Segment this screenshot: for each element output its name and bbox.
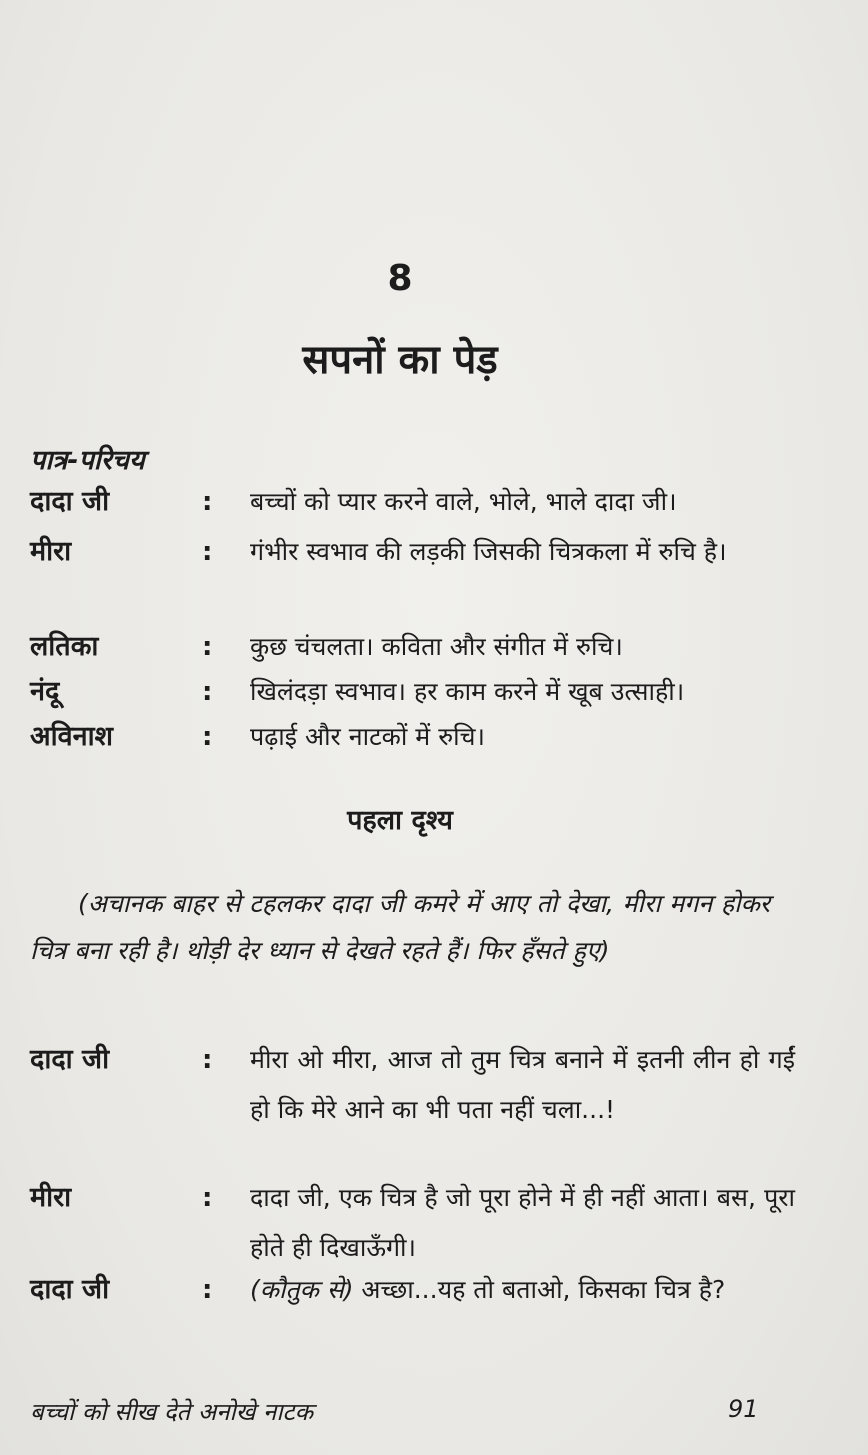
speaker-name: दादा जी xyxy=(30,1044,110,1075)
character-description: गंभीर स्वभाव की लड़की जिसकी चित्रकला में रुचि है। xyxy=(250,537,727,566)
character-name: दादा जी xyxy=(30,486,110,517)
stage-direction: (अचानक बाहर से टहलकर दादा जी कमरे में आए तो देखा, मीरा मगन होकर चित्र बना रही है। थोड़ी देर ध्यान से देखते रहते हैं। फिर हँसते हुए) xyxy=(30,889,770,965)
character-description: कुछ चंचलता। कविता और संगीत में रुचि। xyxy=(250,632,623,661)
separator: : xyxy=(202,487,213,517)
dialogue-text-rest: अच्छा...यह तो बताओ, किसका चित्र है? xyxy=(353,1275,726,1304)
dialogue-text xyxy=(250,1265,795,1315)
character-name: नंदू xyxy=(30,676,60,707)
speaker-name: दादा जी xyxy=(30,1274,110,1305)
separator: : xyxy=(202,677,213,707)
scene-heading: पहला दृश्य xyxy=(347,805,453,836)
speaker-name: मीरा xyxy=(30,1182,72,1213)
separator: : xyxy=(202,722,213,752)
character-description: खिलंदड़ा स्वभाव। हर काम करने में खूब उत्साही। xyxy=(250,677,685,706)
separator: : xyxy=(202,1045,213,1075)
inline-stage-direction: (कौतुक से) xyxy=(250,1275,354,1304)
character-description: पढ़ाई और नाटकों में रुचि। xyxy=(250,722,485,751)
chapter-number: 8 xyxy=(387,258,413,299)
separator: : xyxy=(202,537,213,567)
separator: : xyxy=(202,632,213,662)
character-name: मीरा xyxy=(30,536,72,567)
character-name: लतिका xyxy=(30,631,99,662)
characters-heading: पात्र-परिचय xyxy=(30,445,145,476)
character-name: अविनाश xyxy=(30,721,113,752)
footer-book-title: बच्चों को सीख देते अनोखे नाटक xyxy=(30,1398,314,1426)
separator: : xyxy=(202,1275,213,1305)
dialogue-text: मीरा ओ मीरा, आज तो तुम चित्र बनाने में इतनी लीन हो गईं हो कि मेरे आने का भी पता नहीं चला...! xyxy=(250,1045,795,1124)
separator: : xyxy=(202,1183,213,1213)
page-number: 91 xyxy=(728,1395,759,1423)
chapter-title: सपनों का पेड़ xyxy=(302,337,498,383)
character-description: बच्चों को प्यार करने वाले, भोले, भाले दादा जी। xyxy=(250,487,677,516)
dialogue-text: दादा जी, एक चित्र है जो पूरा होने में ही नहीं आता। बस, पूरा होते ही दिखाऊँगी। xyxy=(250,1183,795,1262)
